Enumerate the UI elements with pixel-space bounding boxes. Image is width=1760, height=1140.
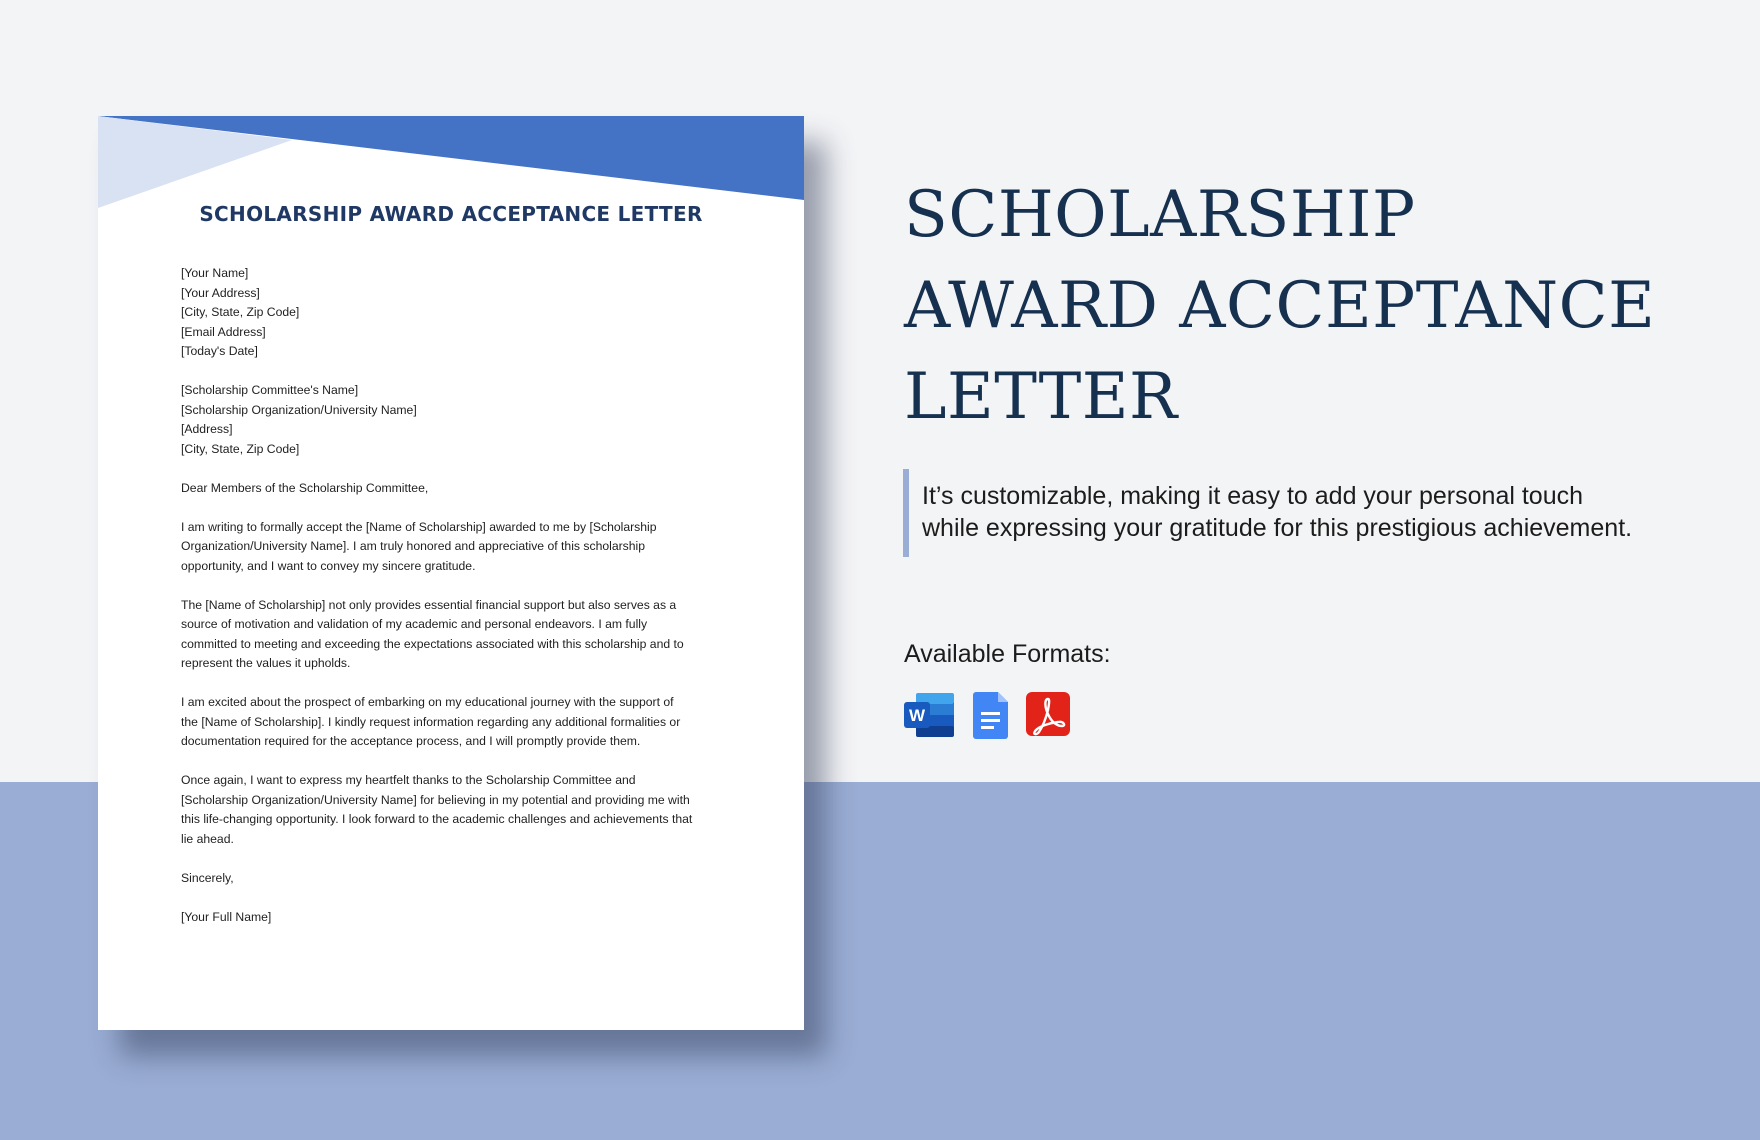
letter-line: The [Name of Scholarship] not only provides essential financial support but also serves as a xyxy=(181,597,677,612)
letter-line: [Your Address] xyxy=(181,285,260,300)
letter-line: Dear Members of the Scholarship Committee, xyxy=(181,480,429,495)
letter-line: Organization/University Name]. I am truly honored and appreciative of this scholarship xyxy=(181,539,646,553)
word-icon[interactable] xyxy=(902,690,956,740)
letter-blank-line xyxy=(181,752,741,772)
letter-header-graphic xyxy=(98,116,804,212)
description-line: while expressing your gratitude for this prestigious achievement. xyxy=(922,514,1633,542)
letter-line: committed to meeting and exceeding the expectations associated with this scholarship and to xyxy=(181,636,684,651)
letter-blank-line xyxy=(181,362,741,382)
letter-line: Sincerely, xyxy=(181,870,234,885)
letter-line: represent the values it upholds. xyxy=(181,656,351,670)
description-line: It’s customizable, making it easy to add your personal touch xyxy=(922,482,1583,510)
letter-line: opportunity, and I want to convey my sincere gratitude. xyxy=(181,558,476,573)
letter-blank-line xyxy=(181,674,741,694)
letter-line: [City, State, Zip Code] xyxy=(181,305,300,319)
letter-line: the [Name of Scholarship]. I kindly request information regarding any additional formalities or xyxy=(181,714,681,729)
letter-line: [Your Name] xyxy=(181,266,249,280)
letter-line: this life-changing opportunity. I look forward to the academic challenges and achievements that xyxy=(181,812,693,826)
svg-text:W: W xyxy=(908,706,926,725)
letter-line: [Scholarship Committee's Name] xyxy=(181,383,359,397)
letter-blank-line xyxy=(181,849,741,869)
letter-line: I am writing to formally accept the [Name of Scholarship] awarded to me by [Scholarship xyxy=(181,519,657,534)
quote-bar xyxy=(903,469,909,557)
pdf-icon[interactable] xyxy=(1024,690,1072,740)
formats-label: Available Formats: xyxy=(904,640,1111,668)
letter-line: [Your Full Name] xyxy=(181,909,272,924)
letter-line: source of motivation and validation of my academic and personal endeavors. I am fully xyxy=(181,617,648,631)
letter-line: [City, State, Zip Code] xyxy=(181,441,300,456)
letter-blank-line xyxy=(181,576,741,596)
letter-line: [Address] xyxy=(181,422,233,436)
page-title xyxy=(904,170,1684,443)
letter-blank-line xyxy=(181,888,741,908)
letter-blank-line xyxy=(181,498,741,518)
letter-line: lie ahead. xyxy=(181,831,234,846)
page-title-line: LETTER xyxy=(904,360,1178,434)
google-docs-icon[interactable] xyxy=(972,690,1012,740)
letter-body xyxy=(181,264,741,927)
letter-line: [Email Address] xyxy=(181,324,266,339)
letter-line: [Scholarship Organization/University Name] for believing in my potential and providing me with xyxy=(181,792,690,807)
description xyxy=(922,480,1722,544)
letter-line: documentation required for the acceptance process, and I will promptly provide them. xyxy=(181,734,641,748)
page-title-line: AWARD ACCEPTANCE xyxy=(904,269,1656,343)
letter-title: SCHOLARSHIP AWARD ACCEPTANCE LETTER xyxy=(199,202,703,226)
letter-line: [Today's Date] xyxy=(181,344,258,358)
page-title-line: SCHOLARSHIP xyxy=(904,178,1416,252)
letter-line: I am excited about the prospect of embarking on my educational journey with the support of xyxy=(181,695,674,709)
letter-line: [Scholarship Organization/University Name] xyxy=(181,402,417,417)
letter-preview xyxy=(98,116,804,1030)
letter-blank-line xyxy=(181,459,741,479)
letter-line: Once again, I want to express my heartfelt thanks to the Scholarship Committee and xyxy=(181,773,636,787)
